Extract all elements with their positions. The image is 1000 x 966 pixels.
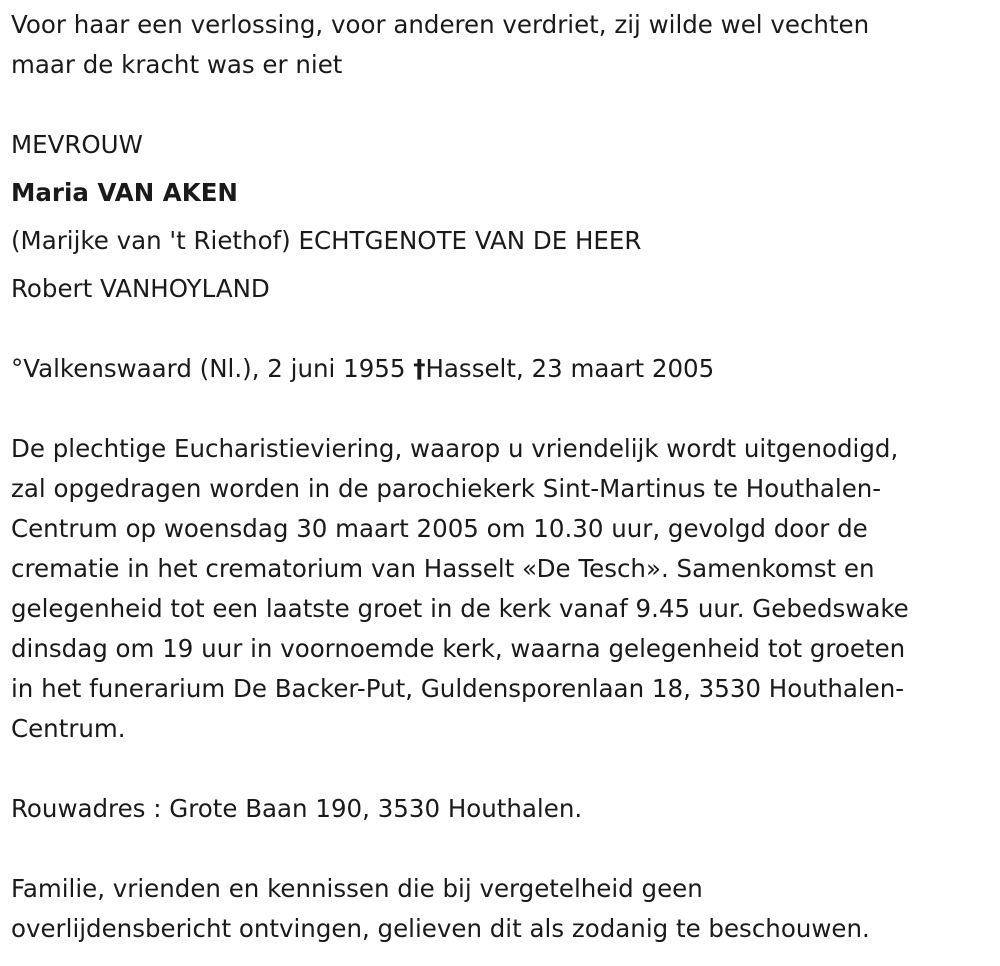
- birth-date: Valkenswaard (Nl.), 2 juni 1955: [23, 354, 414, 383]
- ceremony-line-3: Centrum op woensdag 30 maart 2005 om 10.30 uur, gevolgd door de: [11, 514, 868, 543]
- ceremony-line-2: zal opgedragen worden in de parochiekerk Sint-Martinus te Houthalen-: [11, 474, 882, 503]
- spouse-name: Robert VANHOYLAND: [11, 274, 270, 303]
- person-name: Maria VAN AKEN: [11, 178, 238, 207]
- ceremony-line-6: dinsdag om 19 uur in voornoemde kerk, waarna gelegenheid tot groeten: [11, 634, 906, 663]
- ceremony-line-1: De plechtige Eucharistieviering, waarop u vriendelijk wordt uitgenodigd,: [11, 434, 899, 463]
- person-title: MEVROUW: [11, 130, 143, 159]
- death-date: Hasselt, 23 maart 2005: [425, 354, 715, 383]
- ceremony-line-5: gelegenheid tot een laatste groet in de kerk vanaf 9.45 uur. Gebedswake: [11, 594, 909, 623]
- closing-line-1: Familie, vrienden en kennissen die bij vergetelheid geen: [11, 874, 703, 903]
- ceremony-line-4: crematie in het crematorium van Hasselt «De Tesch». Samenkomst en: [11, 554, 875, 583]
- life-dates: [11, 353, 714, 385]
- ceremony-line-8: Centrum.: [11, 714, 126, 743]
- cross-icon: †: [413, 354, 426, 383]
- person-alias: (Marijke van 't Riethof) ECHTGENOTE VAN DE HEER: [11, 226, 642, 255]
- birth-symbol: °: [11, 354, 24, 383]
- intro-line-1: Voor haar een verlossing, voor anderen verdriet, zij wilde wel vechten: [11, 10, 870, 39]
- ceremony-line-7: in het funerarium De Backer-Put, Guldensporenlaan 18, 3530 Houthalen-: [11, 674, 905, 703]
- intro-line-2: maar de kracht was er niet: [11, 50, 343, 79]
- closing-line-2: overlijdensbericht ontvingen, gelieven dit als zodanig te beschouwen.: [11, 914, 870, 943]
- mourning-address: Rouwadres : Grote Baan 190, 3530 Houthalen.: [11, 794, 583, 823]
